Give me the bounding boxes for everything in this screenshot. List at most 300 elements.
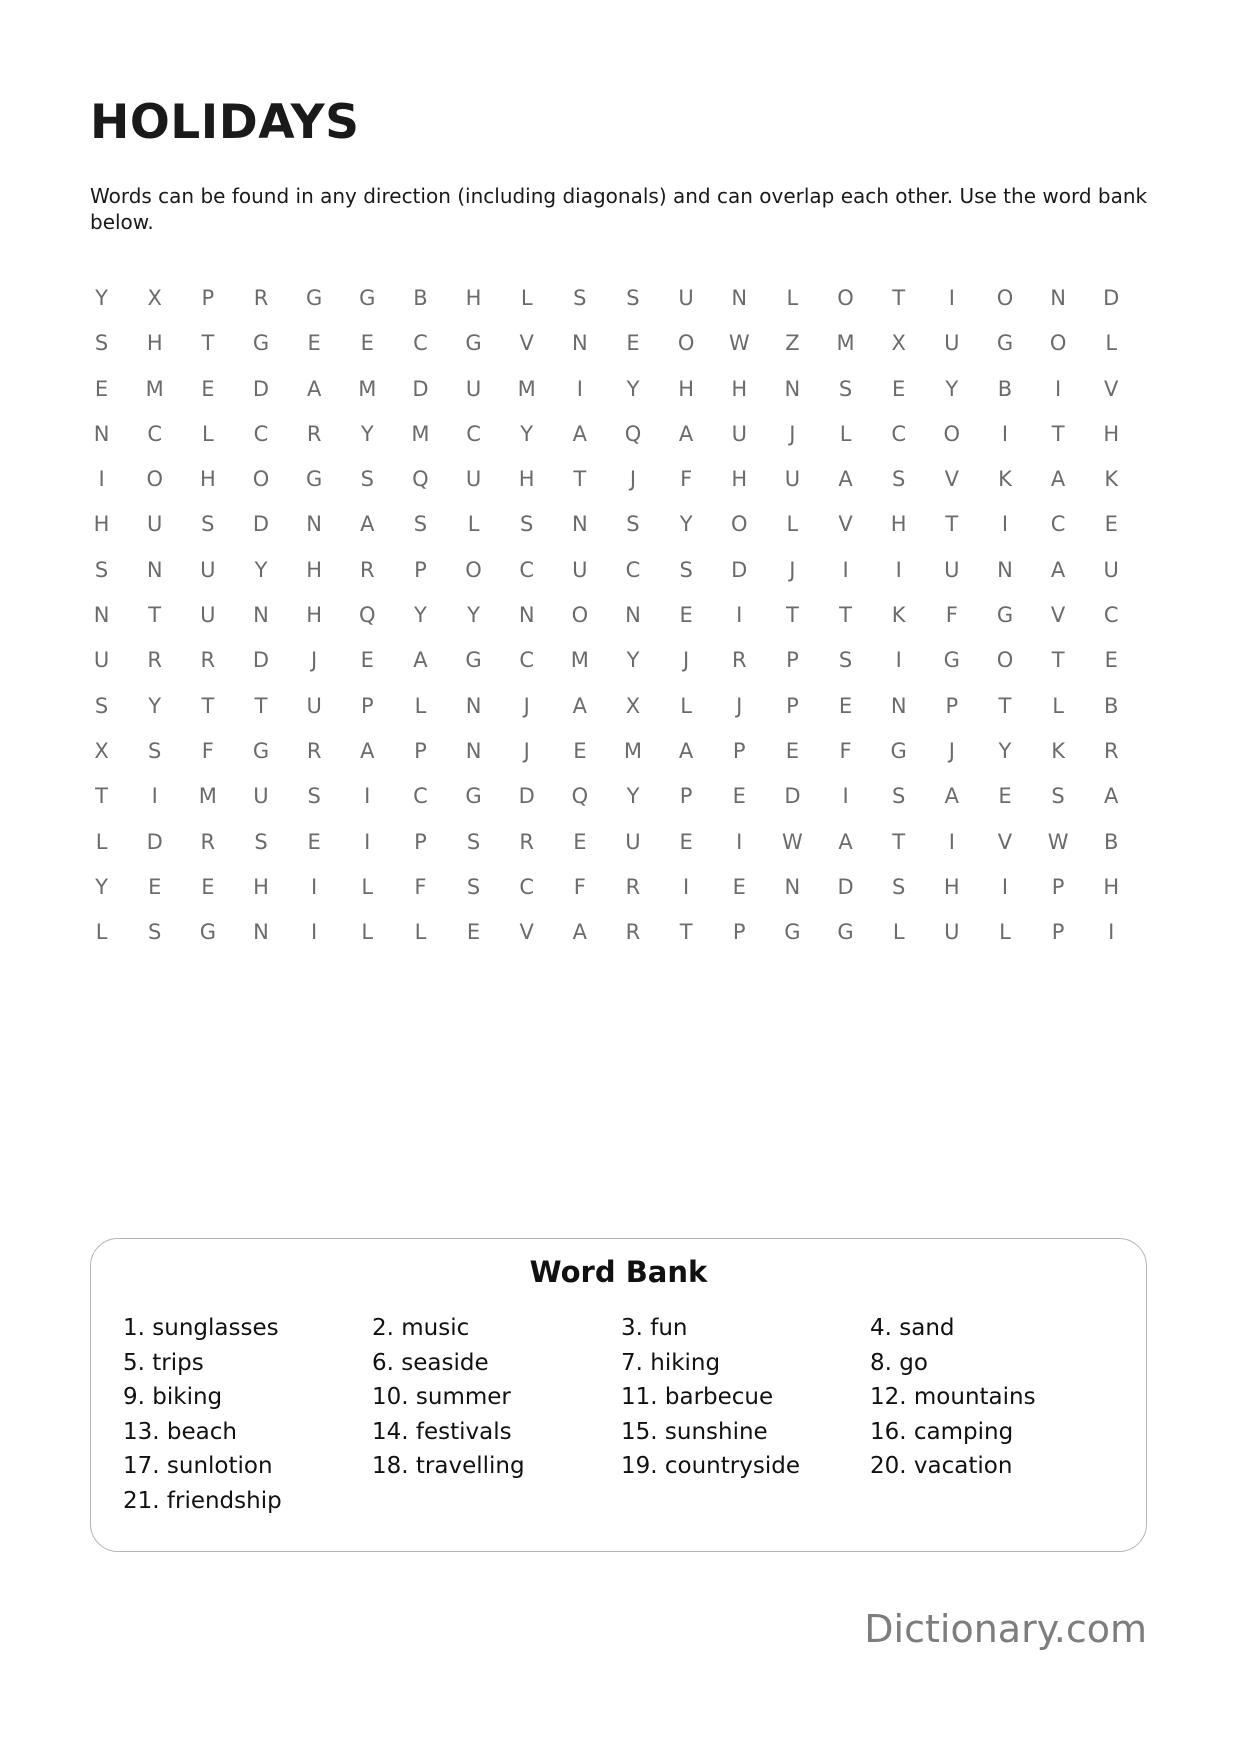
grid-letter: L <box>786 512 799 537</box>
grid-letter: S <box>94 693 109 718</box>
grid-letter: S <box>892 467 906 492</box>
grid-letter: A <box>1104 784 1119 809</box>
grid-letter: J <box>948 738 955 763</box>
grid-letter: N <box>997 557 1013 582</box>
grid-letter: A <box>678 421 694 446</box>
word-bank-item: 11. barbecue <box>621 1384 774 1410</box>
grid-letter: E <box>1104 648 1118 673</box>
grid-letter: T <box>201 693 215 718</box>
grid-letter: G <box>996 603 1014 628</box>
grid-letter: A <box>306 376 322 401</box>
grid-letter: R <box>306 738 322 763</box>
grid-letter: N <box>890 693 907 718</box>
grid-letter: J <box>736 693 743 718</box>
grid-letter: O <box>571 603 589 628</box>
grid-letter: A <box>572 693 588 718</box>
grid-letter: S <box>307 784 321 809</box>
grid-letter: Y <box>998 738 1012 763</box>
grid-letter: N <box>253 603 269 628</box>
grid-letter: P <box>679 784 693 809</box>
grid-letter: U <box>93 648 110 673</box>
grid-letter: L <box>467 512 480 537</box>
grid-letter: S <box>94 557 109 582</box>
grid-letter: G <box>305 286 323 310</box>
grid-letter: C <box>519 557 535 582</box>
grid-letter: N <box>253 920 269 945</box>
grid-letter: I <box>311 920 318 945</box>
grid-letter: I <box>576 376 583 401</box>
grid-letter: O <box>996 648 1014 673</box>
grid-letter: R <box>731 648 747 673</box>
grid-letter: M <box>570 648 589 673</box>
grid-row <box>75 556 1138 601</box>
grid-letter: E <box>201 376 215 401</box>
grid-row <box>75 828 1138 873</box>
grid-letter: N <box>784 376 801 401</box>
word-bank-item: 13. beach <box>123 1418 237 1445</box>
grid-letter: M <box>198 784 217 809</box>
grid-letter: D <box>252 648 270 673</box>
grid-letter: N <box>625 603 641 628</box>
grid-letter: B <box>997 376 1013 401</box>
grid-letter: G <box>784 920 801 945</box>
grid-letter: U <box>625 829 641 854</box>
word-bank-item: 16. camping <box>870 1418 1014 1445</box>
grid-letter: U <box>944 557 960 582</box>
grid-letter: P <box>201 286 215 310</box>
grid-letter: O <box>943 421 961 446</box>
grid-letter: G <box>837 920 854 945</box>
grid-letter: D <box>252 512 270 537</box>
grid-letter: G <box>252 738 270 763</box>
grid-letter: T <box>679 920 693 945</box>
grid-letter: S <box>413 512 428 537</box>
grid-letter: B <box>1104 829 1119 854</box>
grid-letter: G <box>996 331 1014 356</box>
grid-letter: K <box>998 467 1012 492</box>
grid-letter: V <box>1050 603 1066 628</box>
grid-letter: V <box>1104 376 1119 401</box>
grid-letter: J <box>311 648 318 673</box>
grid-letter: E <box>360 648 374 673</box>
grid-letter: R <box>147 648 162 673</box>
word-bank-item: 21. friendship <box>123 1487 282 1514</box>
grid-letter: J <box>789 557 796 582</box>
grid-letter: U <box>306 693 322 718</box>
grid-letter: S <box>148 920 162 945</box>
grid-letter: S <box>626 512 640 537</box>
grid-letter: G <box>252 331 270 356</box>
grid-letter: I <box>842 784 849 809</box>
grid-letter: G <box>305 467 323 492</box>
grid-letter: S <box>520 512 534 537</box>
grid-letter: N <box>571 512 588 537</box>
grid-letter: E <box>307 331 321 356</box>
word-bank-item: 3. fun <box>621 1315 688 1341</box>
grid-letter: I <box>1001 421 1009 446</box>
grid-letter: H <box>890 512 907 537</box>
grid-letter: Y <box>679 512 693 537</box>
grid-letter: D <box>1103 286 1120 310</box>
grid-letter: H <box>1103 421 1120 446</box>
word-bank-list <box>123 1313 1123 1520</box>
grid-letter: T <box>892 286 906 310</box>
grid-letter: T <box>1051 421 1065 446</box>
grid-letter: I <box>311 874 318 899</box>
grid-letter: N <box>731 286 748 310</box>
grid-letter: Y <box>95 286 108 310</box>
grid-letter: P <box>1051 920 1065 945</box>
grid-letter: F <box>573 874 586 899</box>
grid-letter: I <box>151 784 158 809</box>
grid-letter: O <box>146 467 163 492</box>
grid-letter: U <box>1103 557 1119 582</box>
grid-letter: P <box>786 648 799 673</box>
grid-letter: H <box>678 376 695 401</box>
grid-letter: F <box>945 603 958 628</box>
grid-letter: E <box>573 829 587 854</box>
grid-letter: W <box>782 829 803 854</box>
grid-letter: L <box>1052 693 1064 718</box>
word-bank-title: Word Bank <box>529 1255 708 1289</box>
grid-letter: Z <box>785 331 800 356</box>
grid-letter: N <box>146 557 163 582</box>
grid-letter: Y <box>945 376 959 401</box>
word-bank-item: 12. mountains <box>870 1384 1036 1410</box>
grid-letter: T <box>892 829 906 854</box>
grid-letter: D <box>412 376 429 401</box>
grid-letter: S <box>838 648 853 673</box>
grid-letter: O <box>1049 331 1067 356</box>
page-title: HOLIDAYS <box>90 95 360 150</box>
grid-letter: L <box>414 920 427 945</box>
grid-letter: J <box>789 421 796 446</box>
grid-letter: L <box>202 421 214 446</box>
grid-letter: S <box>148 738 162 763</box>
grid-letter: K <box>891 603 906 628</box>
grid-letter: E <box>94 376 109 401</box>
grid-letter: C <box>1050 512 1066 537</box>
word-bank-item: 4. sand <box>870 1315 955 1341</box>
word-bank-panel <box>90 1238 1147 1552</box>
grid-letter: L <box>892 920 905 945</box>
grid-letter: L <box>361 920 374 945</box>
grid-letter: Y <box>626 784 640 809</box>
grid-letter: E <box>466 920 481 945</box>
grid-letter: E <box>201 874 215 899</box>
grid-letter: M <box>358 376 377 401</box>
grid-row <box>75 420 1138 465</box>
grid-letter: E <box>679 603 693 628</box>
grid-letter: N <box>93 421 110 446</box>
grid-letter: S <box>201 512 215 537</box>
grid-letter: H <box>1103 874 1120 899</box>
grid-letter: F <box>680 467 693 492</box>
grid-letter: E <box>838 693 853 718</box>
grid-letter: I <box>364 829 371 854</box>
word-bank-item: 20. vacation <box>870 1453 1013 1479</box>
grid-letter: T <box>254 693 268 718</box>
word-bank-item: 8. go <box>870 1349 928 1376</box>
grid-letter: U <box>731 421 747 446</box>
grid-letter: S <box>254 829 268 854</box>
grid-letter: V <box>519 331 534 356</box>
grid-letter: O <box>996 286 1014 310</box>
grid-letter: A <box>413 648 428 673</box>
grid-letter: C <box>147 421 163 446</box>
grid-letter: P <box>945 693 959 718</box>
grid-letter: M <box>836 331 855 356</box>
grid-letter: M <box>517 376 536 401</box>
grid-row <box>75 692 1138 737</box>
grid-letter: I <box>1001 512 1009 537</box>
grid-letter: T <box>945 512 959 537</box>
grid-letter: Y <box>360 421 374 446</box>
grid-letter: I <box>1108 920 1115 945</box>
grid-letter: W <box>728 331 750 356</box>
grid-letter: H <box>146 331 163 356</box>
grid-letter: D <box>837 874 854 899</box>
grid-letter: Q <box>359 603 376 628</box>
grid-letter: G <box>465 331 482 356</box>
grid-letter: E <box>892 376 906 401</box>
grid-letter: R <box>200 648 216 673</box>
grid-letter: B <box>413 286 428 310</box>
grid-letter: T <box>839 603 852 628</box>
grid-letter: L <box>680 693 692 718</box>
grid-letter: Y <box>95 874 108 899</box>
grid-letter: E <box>360 331 374 356</box>
grid-letter: N <box>1050 286 1066 310</box>
grid-letter: P <box>732 920 746 945</box>
grid-letter: Y <box>254 557 268 582</box>
grid-letter: E <box>626 331 640 356</box>
grid-letter: D <box>784 784 801 809</box>
grid-letter: P <box>1051 874 1065 899</box>
grid-letter: U <box>147 512 163 537</box>
grid-letter: E <box>998 784 1012 809</box>
grid-letter: S <box>838 376 853 401</box>
grid-letter: I <box>842 557 849 582</box>
grid-letter: N <box>571 331 588 356</box>
grid-letter: T <box>95 784 108 809</box>
word-bank-item: 6. seaside <box>372 1349 489 1376</box>
grid-row <box>75 601 1138 646</box>
grid-letter: I <box>98 467 105 492</box>
grid-letter: N <box>784 874 801 899</box>
grid-letter: T <box>785 603 799 628</box>
grid-letter: R <box>1103 738 1119 763</box>
grid-letter: A <box>1050 557 1066 582</box>
grid-row <box>75 375 1138 420</box>
grid-letter: N <box>465 738 482 763</box>
grid-letter: I <box>948 829 955 854</box>
grid-letter: L <box>839 421 852 446</box>
grid-letter: T <box>201 331 215 356</box>
grid-letter: V <box>997 829 1013 854</box>
grid-letter: L <box>1105 331 1118 356</box>
word-bank-item: 2. music <box>372 1315 470 1341</box>
grid-letter: K <box>1104 467 1119 492</box>
grid-letter: P <box>414 738 427 763</box>
grid-letter: G <box>465 784 482 809</box>
grid-letter: A <box>944 784 959 809</box>
grid-letter: P <box>414 829 427 854</box>
grid-letter: I <box>736 829 743 854</box>
grid-letter: N <box>518 603 535 628</box>
word-bank-item: 14. festivals <box>372 1418 512 1445</box>
grid-letter: S <box>466 874 481 899</box>
grid-letter: F <box>839 738 852 763</box>
grid-letter: K <box>1051 738 1065 763</box>
grid-letter: H <box>465 286 482 310</box>
word-bank-item: 10. summer <box>372 1384 511 1410</box>
word-bank-item: 9. biking <box>123 1384 223 1410</box>
grid-letter: N <box>306 512 322 537</box>
grid-letter: D <box>146 829 163 854</box>
grid-letter: G <box>943 648 960 673</box>
grid-letter: A <box>572 920 588 945</box>
grid-letter: J <box>523 693 530 718</box>
grid-letter: S <box>892 874 906 899</box>
grid-letter: F <box>414 874 427 899</box>
grid-letter: L <box>95 920 108 945</box>
grid-letter: L <box>999 920 1011 945</box>
grid-letter: T <box>998 693 1012 718</box>
grid-letter: I <box>364 784 371 809</box>
grid-letter: S <box>360 467 374 492</box>
grid-letter: C <box>891 421 907 446</box>
grid-letter: H <box>253 874 269 899</box>
grid-letter: E <box>1104 512 1118 537</box>
grid-letter: A <box>360 512 375 537</box>
grid-letter: L <box>414 693 427 718</box>
grid-letter: R <box>306 421 322 446</box>
grid-letter: X <box>891 331 906 356</box>
grid-letter: O <box>677 331 695 356</box>
grid-row <box>75 737 1138 782</box>
grid-letter: X <box>94 738 109 763</box>
grid-letter: U <box>465 376 482 401</box>
grid-letter: G <box>199 920 216 945</box>
grid-letter: D <box>518 784 535 809</box>
grid-letter: G <box>890 738 907 763</box>
grid-letter: Q <box>624 421 642 446</box>
grid-letter: Y <box>626 648 640 673</box>
grid-letter: G <box>359 286 376 310</box>
grid-letter: Y <box>626 376 640 401</box>
grid-letter: A <box>572 421 588 446</box>
grid-letter: S <box>679 557 693 582</box>
word-bank-item: 18. travelling <box>372 1453 525 1479</box>
grid-letter: P <box>360 693 374 718</box>
grid-letter: U <box>253 784 269 809</box>
grid-letter: J <box>523 738 530 763</box>
grid-letter: U <box>784 467 801 492</box>
grid-letter: O <box>730 512 748 537</box>
grid-row <box>75 646 1138 691</box>
grid-letter: C <box>413 331 428 356</box>
grid-letter: N <box>465 693 482 718</box>
grid-letter: U <box>465 467 482 492</box>
grid-letter: I <box>895 557 902 582</box>
grid-row <box>75 465 1138 510</box>
grid-row <box>75 873 1138 918</box>
grid-letter: H <box>731 467 748 492</box>
grid-letter: R <box>359 557 375 582</box>
grid-letter: H <box>199 467 216 492</box>
grid-letter: A <box>360 738 375 763</box>
grid-letter: H <box>943 874 960 899</box>
word-bank-item: 7. hiking <box>621 1349 721 1376</box>
grid-row <box>75 329 1138 374</box>
grid-letter: R <box>625 920 641 945</box>
grid-letter: U <box>944 331 960 356</box>
grid-letter: S <box>626 286 640 310</box>
grid-letter: U <box>200 603 216 628</box>
grid-letter: C <box>413 784 428 809</box>
grid-letter: P <box>732 738 746 763</box>
grid-letter: Y <box>520 421 534 446</box>
grid-letter: I <box>948 286 955 310</box>
grid-letter: E <box>732 784 746 809</box>
grid-letter: S <box>466 829 481 854</box>
grid-letter: S <box>573 286 587 310</box>
grid-letter: S <box>1051 784 1065 809</box>
grid-letter: Y <box>148 693 162 718</box>
grid-letter: D <box>252 376 270 401</box>
grid-letter: M <box>623 738 643 763</box>
word-search-grid <box>75 284 1138 963</box>
grid-letter: G <box>465 648 482 673</box>
grid-letter: V <box>944 467 959 492</box>
grid-letter: I <box>1001 874 1009 899</box>
grid-row <box>75 284 1138 329</box>
grid-letter: C <box>1103 603 1119 628</box>
grid-letter: B <box>1104 693 1119 718</box>
grid-letter: M <box>411 421 430 446</box>
grid-letter: H <box>93 512 110 537</box>
grid-letter: U <box>944 920 960 945</box>
grid-letter: I <box>683 874 690 899</box>
grid-letter: L <box>786 286 799 310</box>
grid-letter: O <box>837 286 854 310</box>
word-bank-item: 19. countryside <box>621 1453 800 1479</box>
grid-letter: E <box>732 874 746 899</box>
grid-row <box>75 918 1138 963</box>
grid-letter: C <box>519 648 535 673</box>
grid-letter: H <box>306 557 323 582</box>
grid-letter: R <box>253 286 269 310</box>
grid-letter: C <box>253 421 269 446</box>
grid-letter: D <box>731 557 748 582</box>
grid-letter: H <box>306 603 323 628</box>
instructions-text: Words can be found in any direction (including diagonals) and can overlap each other. Use the word bank below. <box>90 184 1148 234</box>
word-bank-item: 1. sunglasses <box>123 1315 279 1341</box>
grid-letter: U <box>572 557 588 582</box>
grid-letter: C <box>466 421 481 446</box>
brand-logo-text: Dictionary.com <box>864 1607 1147 1651</box>
grid-letter: R <box>200 829 216 854</box>
grid-letter: P <box>786 693 799 718</box>
grid-letter: Q <box>412 467 429 492</box>
grid-letter: Y <box>414 603 427 628</box>
grid-row <box>75 510 1138 555</box>
word-bank-item: 17. sunlotion <box>123 1453 273 1479</box>
grid-letter: C <box>519 874 535 899</box>
grid-letter: U <box>200 557 216 582</box>
grid-letter: O <box>252 467 270 492</box>
